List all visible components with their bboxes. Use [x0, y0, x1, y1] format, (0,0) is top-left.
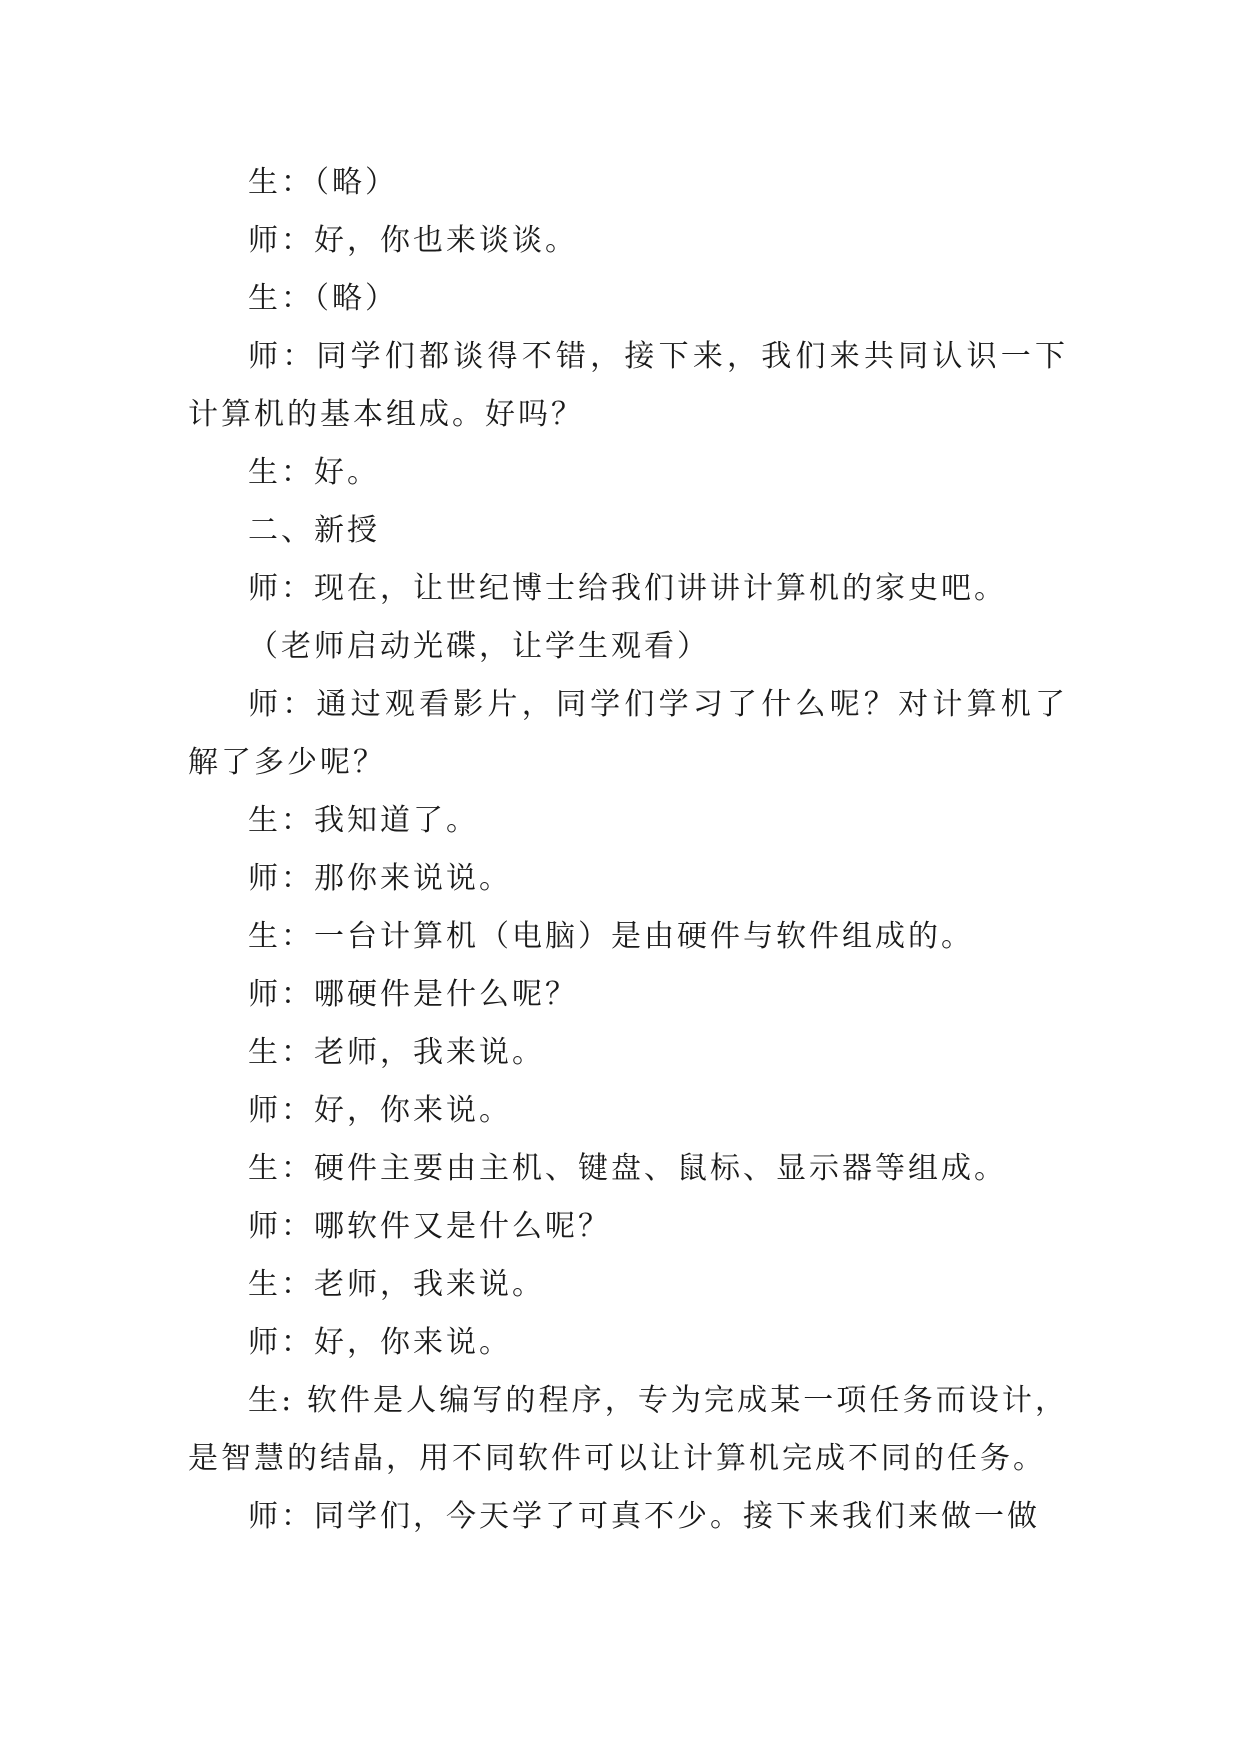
- paragraph: 师：同学们都谈得不错，接下来，我们来共同认识一下计算机的基本组成。好吗？: [188, 339, 1068, 432]
- paragraph: 师：同学们，今天学了可真不少。接下来我们来做一做: [248, 1499, 1040, 1534]
- paragraph: 生：硬件主要由主机、键盘、鼠标、显示器等组成。: [248, 1151, 1007, 1186]
- paragraph: 师：好，你来说。: [248, 1093, 512, 1128]
- paragraph: 师：哪硬件是什么呢？: [248, 977, 578, 1012]
- paragraph: 生：（略）: [248, 165, 398, 200]
- paragraph: 生：老师，我来说。: [248, 1035, 545, 1070]
- paragraph: 师：好，你也来谈谈。: [248, 223, 578, 258]
- paragraph: 师：现在，让世纪博士给我们讲讲计算机的家史吧。: [248, 571, 1007, 606]
- paragraph: 生: 软件是人编写的程序，专为完成某一项任务而设计，是智慧的结晶，用不同软件可以让计算机完成不同的任务。: [188, 1383, 1068, 1476]
- stage-direction: （老师启动光碟，让学生观看）: [248, 629, 710, 664]
- paragraph: 生：我知道了。: [248, 803, 479, 838]
- section-heading: 二、新授: [248, 513, 380, 548]
- paragraph: 生：老师，我来说。: [248, 1267, 545, 1302]
- document-body: [188, 154, 1068, 1546]
- paragraph: 师：通过观看影片，同学们学习了什么呢？对计算机了解了多少呢？: [188, 687, 1068, 780]
- paragraph: 生：（略）: [248, 281, 398, 316]
- paragraph: 师：哪软件又是什么呢？: [248, 1209, 611, 1244]
- paragraph: 生：好。: [248, 455, 380, 490]
- paragraph: 师：好，你来说。: [248, 1325, 512, 1360]
- paragraph: 师：那你来说说。: [248, 861, 512, 896]
- paragraph: 生：一台计算机（电脑）是由硬件与软件组成的。: [248, 919, 974, 954]
